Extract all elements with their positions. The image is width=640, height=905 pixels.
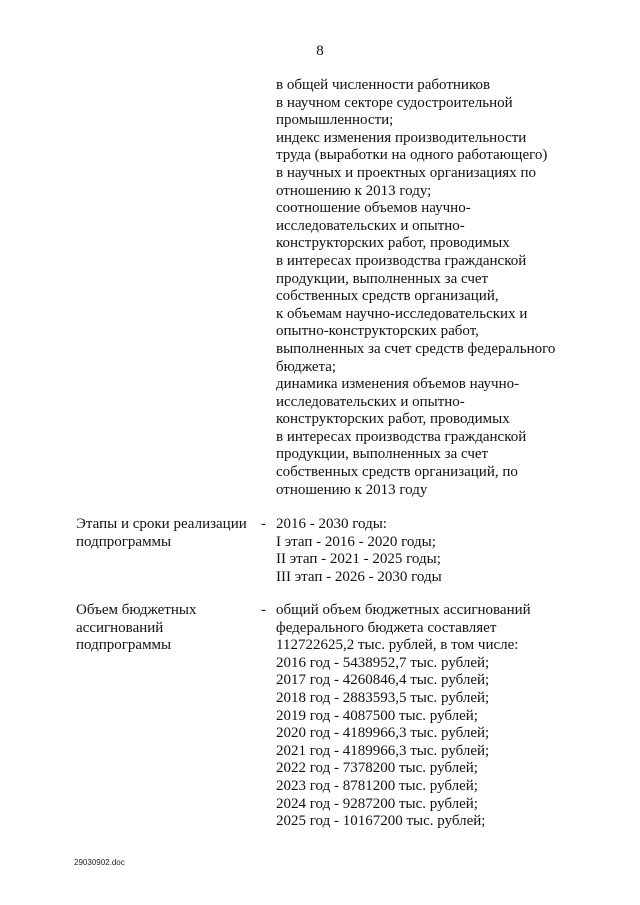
footer-file-code: 29030902.doc: [74, 858, 125, 867]
intro-line: собственных средств организаций,: [276, 288, 499, 305]
budget-value: [276, 602, 626, 831]
stages-line: I этап - 2016 - 2020 годы;: [276, 533, 436, 550]
stages-line: III этап - 2026 - 2030 годы: [276, 568, 442, 585]
stages-dash: -: [261, 516, 266, 532]
budget-line: 2025 год - 10167200 тыс. рублей;: [276, 813, 486, 830]
intro-line: продукции, выполненных за счет: [276, 446, 489, 463]
stages-line: 2016 - 2030 годы:: [276, 516, 387, 532]
intro-line: продукции, выполненных за счет: [276, 270, 489, 287]
stages-label-line: подпрограммы: [76, 533, 172, 550]
intro-line: отношению к 2013 году: [276, 481, 428, 498]
intro-line: опытно-конструкторских работ,: [276, 323, 479, 340]
budget-line: 2016 год - 5438952,7 тыс. рублей;: [276, 654, 490, 671]
intro-line: промышленности;: [276, 112, 394, 129]
stages-label: [76, 516, 266, 551]
budget-line: 112722625,2 тыс. рублей, в том числе:: [276, 637, 519, 654]
stages-line: II этап - 2021 - 2025 годы;: [276, 551, 441, 568]
budget-line: 2022 год - 7378200 тыс. рублей;: [276, 760, 478, 777]
budget-line: 2021 год - 4189966,3 тыс. рублей;: [276, 742, 490, 759]
budget-line: 2017 год - 4260846,4 тыс. рублей;: [276, 672, 490, 689]
budget-label-line: Объем бюджетных: [76, 602, 197, 618]
stages-label-line: Этапы и сроки реализации: [76, 516, 247, 532]
intro-line: в научных и проектных организациях по: [276, 164, 536, 181]
intro-line: собственных средств организаций, по: [276, 464, 518, 481]
budget-dash: -: [261, 602, 266, 618]
intro-line: отношению к 2013 году;: [276, 182, 432, 199]
intro-line: индекс изменения производительности: [276, 129, 527, 146]
intro-line: труда (выработки на одного работающего): [276, 147, 548, 164]
intro-line: в интересах производства гражданской: [276, 428, 527, 445]
intro-line: в интересах производства гражданской: [276, 252, 527, 269]
intro-line: исследовательских и опытно-: [276, 217, 465, 234]
intro-line: конструкторских работ, проводимых: [276, 411, 510, 428]
budget-line: 2024 год - 9287200 тыс. рублей;: [276, 795, 478, 812]
stages-value: [276, 516, 626, 586]
indicators-text-block: [276, 77, 626, 499]
intro-line: к объемам научно-исследовательских и: [276, 305, 528, 322]
intro-line: соотношение объемов научно-: [276, 200, 471, 217]
budget-line: 2023 год - 8781200 тыс. рублей;: [276, 777, 478, 794]
budget-label-line: ассигнований: [76, 619, 164, 636]
intro-line: выполненных за счет средств федерального: [276, 340, 556, 357]
budget-line: 2019 год - 4087500 тыс. рублей;: [276, 707, 478, 724]
budget-line: общий объем бюджетных ассигнований: [276, 602, 531, 618]
budget-label-line: подпрограммы: [76, 637, 172, 654]
intro-line: в научном секторе судостроительной: [276, 94, 513, 111]
intro-line: исследовательских и опытно-: [276, 393, 465, 410]
intro-line: динамика изменения объемов научно-: [276, 376, 520, 393]
budget-line: 2018 год - 2883593,5 тыс. рублей;: [276, 689, 490, 706]
budget-label: [76, 602, 266, 655]
intro-line: конструкторских работ, проводимых: [276, 235, 510, 252]
page-number: 8: [316, 43, 324, 59]
intro-line: бюджета;: [276, 358, 337, 375]
intro-line: в общей численности работников: [276, 77, 491, 93]
budget-line: федерального бюджета составляет: [276, 619, 497, 636]
budget-line: 2020 год - 4189966,3 тыс. рублей;: [276, 725, 490, 742]
